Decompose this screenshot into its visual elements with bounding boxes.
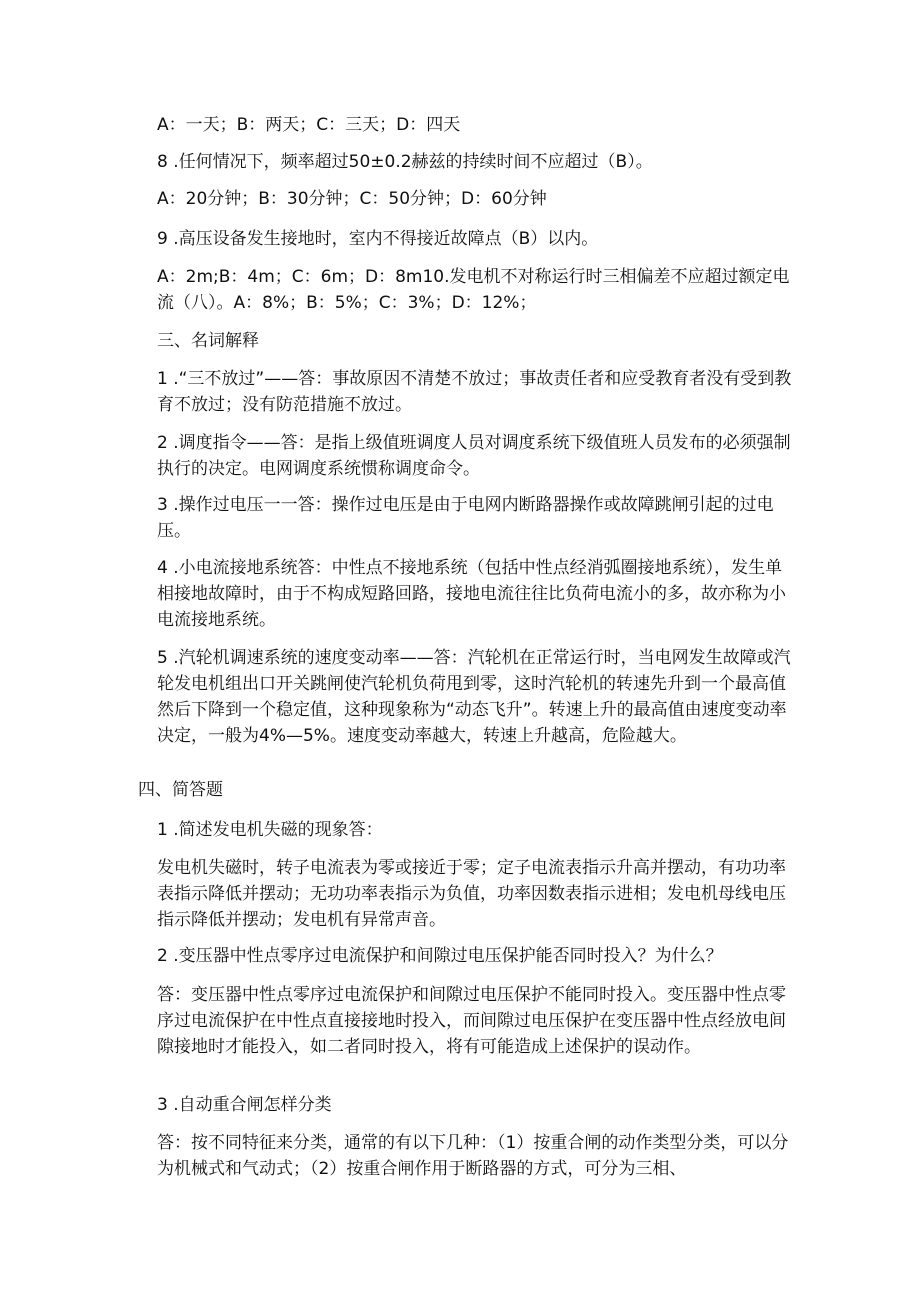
short-question-2: 2 .变压器中性点零序过电流保护和间隙过电压保护能否同时投入？为什么？ — [157, 946, 723, 966]
section-heading-4: 四、简答题 — [138, 780, 223, 800]
short-question-3: 3 .自动重合闸怎样分类 — [157, 1095, 332, 1115]
term-5: 5 .汽轮机调速系统的速度变动率——答：汽轮机在正常运行时，当电网发生故障或汽轮发电机组出口开关跳闸使汽轮机负荷甩到零，这时汽轮机的转速先升到一个最高值然后下降到一个稳定值，这种现象称为“动态飞升”。转速上升的最高值由速度变动率决定，一般为4%—5%。速度变动率越大，转速上升越高，危险越大。 — [157, 648, 791, 746]
answer-options-q8: A：20分钟；B：30分钟；C：50分钟；D：60分钟 — [157, 189, 547, 209]
question-8: 8 .任何情况下，频率超过50±0.2赫兹的持续时间不应超过（B）。 — [157, 152, 653, 172]
term-2: 2 .调度指令——答：是指上级值班调度人员对调度系统下级值班人员发布的必须强制执行的决定。电网调度系统惯称调度命令。 — [157, 433, 791, 479]
short-answer-1: 发电机失磁时，转子电流表为零或接近于零；定子电流表指示升高并摆动，有功功率表指示降低并摆动；无功功率表指示为负值，功率因数表指示进相；发电机母线电压指示降低并摆动；发电机有异常声音。 — [157, 858, 786, 930]
short-answer-2: 答：变压器中性点零序过电流保护和间隙过电压保护不能同时投入。变压器中性点零序过电流保护在中性点直接接地时投入，而间隙过电压保护在变压器中性点经放电间隙接地时才能投入，如二者同时投入，将有可能造成上述保护的误动作。 — [157, 985, 786, 1057]
term-4: 4 .小电流接地系统答：中性点不接地系统（包括中性点经消弧圈接地系统），发生单相接地故障时，由于不构成短路回路，接地电流往往比负荷电流小的多，故亦称为小电流接地系统。 — [157, 558, 786, 630]
answer-options-q9-question-10: A：2m;B：4m；C：6m；D：8m10.发电机不对称运行时三相偏差不应超过额定电流（八）。A：8%；B：5%；C：3%；D：12%； — [157, 267, 790, 313]
term-1: 1 .“三不放过”——答：事故原因不清楚不放过；事故责任者和应受教育者没有受到教育不放过；没有防范措施不放过。 — [157, 369, 792, 415]
term-3: 3 .操作过电压一一答：操作过电压是由于电网内断路器操作或故障跳闸引起的过电压。 — [157, 495, 774, 541]
section-heading-3: 三、名词解释 — [157, 331, 259, 351]
short-question-1: 1 .简述发电机失磁的现象答： — [157, 820, 383, 840]
short-answer-3: 答：按不同特征来分类，通常的有以下几种：（1）按重合闸的动作类型分类，可以分为机械式和气动式；（2）按重合闸作用于断路器的方式，可分为三相、 — [157, 1133, 789, 1179]
answer-options-q7: A：一天；B：两天；C：三天；D：四天 — [157, 115, 461, 135]
question-9: 9 .高压设备发生接地时，室内不得接近故障点（B）以内。 — [157, 229, 599, 249]
